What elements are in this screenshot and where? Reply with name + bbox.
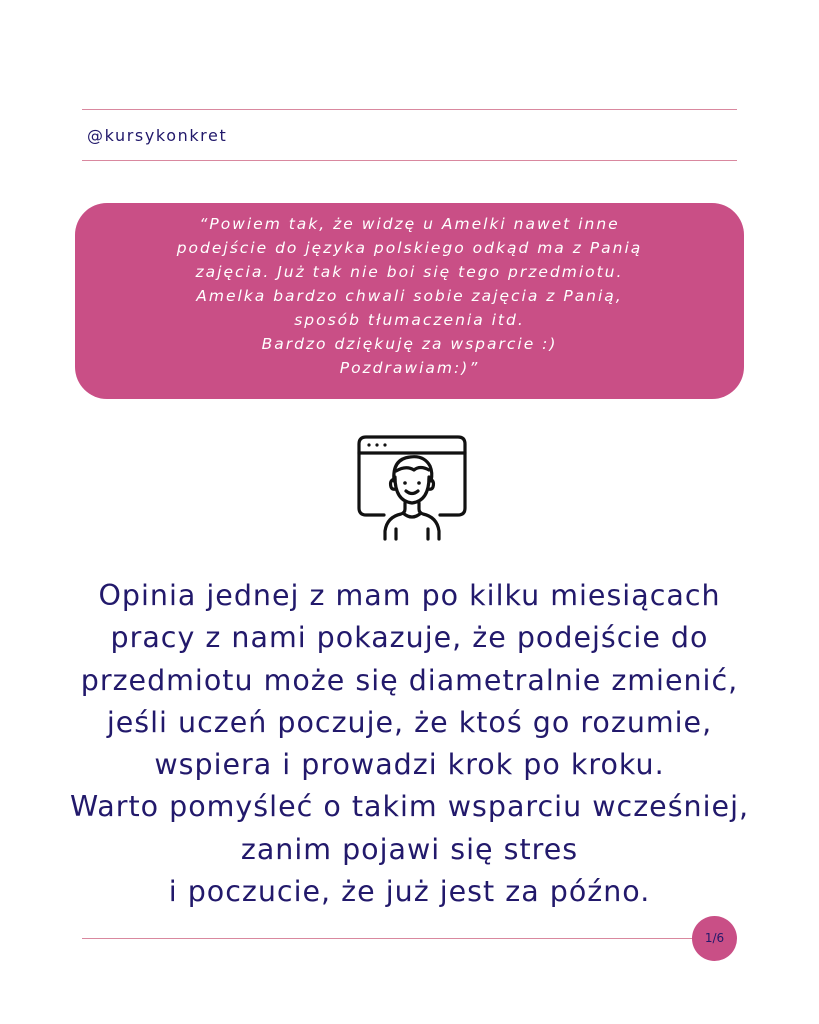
- quote-line: Bardzo dziękuję za wsparcie :): [261, 335, 558, 353]
- footer-divider: [82, 938, 692, 939]
- message-line: przedmiotu może się diametralnie zmienić,: [80, 663, 739, 697]
- quote-line: sposób tłumaczenia itd.: [294, 311, 525, 329]
- page-indicator-badge: 1/6: [692, 916, 737, 961]
- quote-line: Amelka bardzo chwali sobie zajęcia z Panią,: [196, 287, 623, 305]
- message-line: wspiera i prowadzi krok po kroku.: [154, 748, 665, 782]
- account-handle: @kursykonkret: [87, 126, 228, 145]
- quote-line: podejście do języka polskiego odkąd ma z Panią: [176, 239, 643, 257]
- message-line: Warto pomyśleć o takim wsparciu wcześniej,: [69, 790, 750, 824]
- message-line: Opinia jednej z mam po kilku miesiącach: [98, 579, 721, 612]
- quote-line: zajęcia. Już tak nie boi się tego przedmiotu.: [195, 263, 624, 281]
- message-line: zanim pojawi się stres: [240, 832, 579, 866]
- quote-line: Pozdrawiam:)”: [339, 359, 480, 377]
- top-divider: [82, 109, 737, 110]
- person-in-browser-window-icon: [354, 433, 470, 543]
- message-line: pracy z nami pokazuje, że podejście do: [110, 621, 709, 655]
- testimonial-quote-box: [75, 203, 744, 399]
- header-divider: [82, 160, 737, 161]
- main-message: [20, 575, 799, 913]
- message-line: jeśli uczeń poczuje, że ktoś go rozumie,: [106, 705, 713, 739]
- message-line: i poczucie, że już jest za późno.: [168, 875, 651, 909]
- quote-line: “Powiem tak, że widzę u Amelki nawet inne: [199, 215, 620, 233]
